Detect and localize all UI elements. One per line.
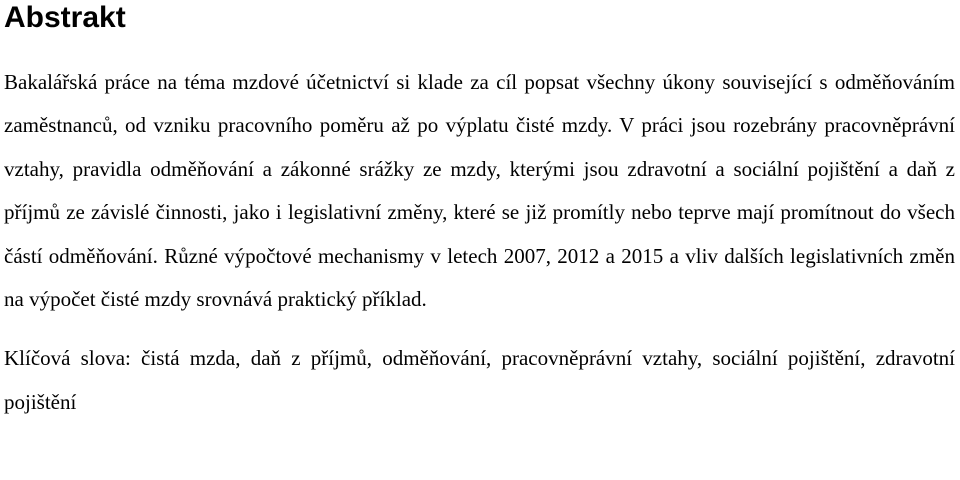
page-title: Abstrakt bbox=[4, 1, 126, 34]
document-page bbox=[4, 0, 955, 424]
keywords-paragraph: Klíčová slova: čistá mzda, daň z příjmů, odměňování, pracovněprávní vztahy, sociální pojištění, zdravotní pojištění bbox=[4, 346, 955, 414]
abstract-paragraph: Bakalářská práce na téma mzdové účetnictví si klade za cíl popsat všechny úkony související s odměňováním zaměstnanců, od vzniku pracovního poměru až po výplatu čisté mzdy. V práci jsou rozebrány pracovněprávní vztahy, pravidla odměňování a zákonné srážky ze mzdy, kterými jsou zdravotní a sociální pojištění a daň z příjmů ze závislé činnosti, jako i legislativní změny, které se již promítly nebo teprve mají promítnout do všech částí odměňování. Různé výpočtové mechanismy v letech 2007, 2012 a 2015 a vliv dalších legislativních změn na výpočet čisté mzdy srovnává praktický příklad. bbox=[4, 70, 955, 312]
